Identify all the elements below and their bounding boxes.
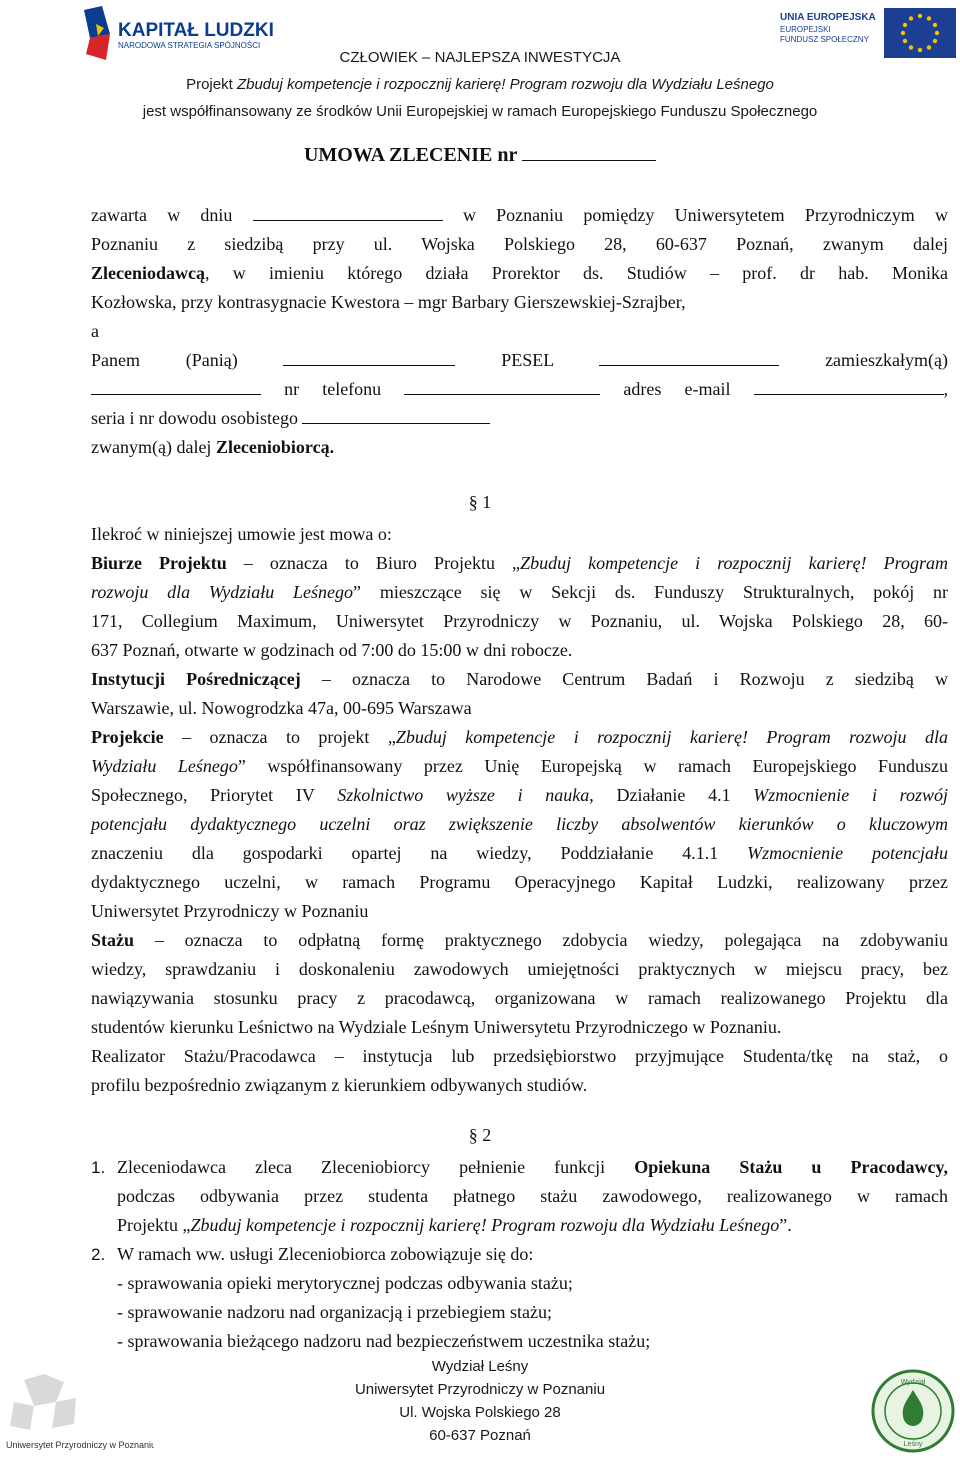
kl-subtitle: NARODOWA STRATEGIA SPÓJNOŚCI (118, 41, 261, 50)
intro-line: a (91, 321, 99, 341)
university-caption: Uniwersytet Przyrodniczy w Poznaniu (6, 1440, 154, 1450)
item-2-number: 2. (91, 1245, 106, 1264)
s1-lead: Ilekroć w niniejszej umowie jest mowa o: (91, 524, 392, 544)
phone-blank (404, 379, 600, 395)
section-1-body: Ilekroć w niniejszej umowie jest mowa o: Biurze Projektu – oznacza to Biuro Projektu „Zbuduj kompetencje i rozpocznij karierę! Program rozwoju dla Wydziału Leśnego” mieszczące się w Sekcji ds. Funduszy Strukturalnych, pokój nr 171, Collegium Maximum, Uniwersytet Przyrodniczy w Poznaniu, ul. Wojska Polskiego 28, 60- 637 Poznań, otwarte w godzinach od 7:00 do 15:00 w dni robocze. Instytucji Pośredniczącej – oznacza to Narodowe Centrum Badań i Rozwoju z siedzibą w Warszawie, ul. Nowogrodzka 47a, 00-695 Warszawa Projekcie – oznacza to projekt „Zbuduj kompetencje i rozpocznij karierę! Program rozwoju dla Wydziału Leśnego” współfinansowany przez Unię Europejską w ramach Europejskiego Funduszu Społecznego, Priorytet IV Szkolnictwo wyższe i nauka, Działanie 4.1 Wzmocnienie i rozwój potencjału dydaktycznego uczelni oraz zwiększenie liczby absolwentów kierunków o kluczowym znaczeniu dla gospodarki opartej na wiedzy, Poddziałanie 4.1.1 Wzmocnienie potencjału dydaktycznego uczelni, w ramach Programu Operacyjnego Kapitał Ludzki, realizowany przez Uniwersytet Przyrodniczy w Poznaniu Stażu – oznacza to odpłatną formę praktycznego zdobycia wiedzy, polegająca na zdobywaniu wiedzy, sprawdzaniu i doskonaleniu zawodowych umiejętności praktycznych w miejscu pracy, bez nawiązywania stosunku pracy z pracodawcą, organizowana w ramach realizowanego Projektu dla studentów kierunku Leśnictwo na Wydziale Leśnym Uniwersytetu Przyrodniczego w Poznaniu. Realizator Stażu/Pracodawca – instytucja lub przedsiębiorstwo przyjmujące Studenta/tkę na staż, o profilu bezpośrednio związanym z kierunkiem odbywanych studiów. (91, 520, 948, 1100)
intro-line: zawarta w dniu w Poznaniu pomiędzy Uniwersytetem Przyrodniczym w (91, 205, 949, 225)
address-blank (91, 379, 261, 395)
intro-line: seria i nr dowodu osobistego (91, 404, 948, 433)
email-blank (754, 379, 944, 395)
intro-line: Zleceniodawcą, w imieniu którego działa Prorektor ds. Studiów – prof. dr hab. Monika (91, 263, 948, 283)
eu-line3: FUNDUSZ SPOŁECZNY (780, 35, 869, 44)
intro-line: Kozłowska, przy kontrasygnacie Kwestora – mgr Barbary Gierszewskiej-Szrajber, (91, 292, 686, 312)
intro-line: Panem (Panią) PESEL zamieszkałym(ą) (91, 350, 948, 370)
section-1-heading: § 1 (468, 492, 492, 512)
duty-item: - sprawowanie nadzoru nad organizacją i przebiegiem stażu; (117, 1302, 552, 1322)
section-2-heading: § 2 (468, 1125, 492, 1145)
item-1-number: 1. (91, 1158, 106, 1177)
header-line3: jest współfinansowany ze środków Unii Europejskiej w ramach Europejskiego Funduszu Społecznego (142, 103, 818, 120)
eu-line2: EUROPEJSKI (780, 25, 831, 34)
eu-line1: UNIA EUROPEJSKA (780, 12, 876, 23)
kl-title: KAPITAŁ LUDZKI (118, 20, 274, 41)
intro-line: zwanym(ą) dalej Zleceniobiorcą. (91, 437, 335, 457)
duty-item: - sprawowania bieżącego nadzoru nad bezpieczeństwem uczestnika stażu; (117, 1331, 651, 1351)
intro-line: nr telefonu adres e-mail , (91, 375, 948, 404)
footer-address: Wydział Leśny Uniwersytet Przyrodniczy w Poznaniu Ul. Wojska Polskiego 28 60-637 Poznań (354, 1358, 606, 1444)
contract-title: UMOWA ZLECENIE nr (0, 144, 960, 167)
university-logo (4, 1372, 154, 1456)
svg-text:Leśny: Leśny (903, 1441, 923, 1448)
faculty-seal-icon (870, 1368, 956, 1454)
contract-intro (91, 201, 948, 462)
section-2-body: 1. Zleceniodawca zleca Zleceniobiorcy pełnienie funkcji Opiekuna Stażu u Pracodawcy, podczas odbywania przez studenta płatnego stażu zawodowego, realizowanego w ramach Projektu „Zbuduj kompetencje i rozpocznij karierę! Program rozwoju dla Wydziału Leśnego”. 2. W ramach ww. usługi Zleceniobiorca zobowiązuje się do: - sprawowania opieki merytorycznej podczas odbywania stażu; - sprawowanie nadzoru nad organizacją i przebiegiem stażu; - sprawowania bieżącego nadzoru nad bezpieczeństwem uczestnika stażu; (117, 1153, 948, 1356)
date-blank (253, 205, 443, 221)
duty-item: - sprawowania opieki merytorycznej podczas odbywania stażu; (117, 1273, 573, 1293)
id-card-blank (302, 408, 490, 424)
name-blank (283, 350, 455, 366)
intro-line: Poznaniu z siedzibą przy ul. Wojska Polskiego 28, 60-637 Poznań, zwanym dalej (91, 234, 948, 254)
header-line1: CZŁOWIEK – NAJLEPSZA INWESTYCJA (339, 49, 621, 66)
svg-text:Wydział: Wydział (900, 1379, 926, 1386)
header-line2: Projekt Zbuduj kompetencje i rozpocznij karierę! Program rozwoju dla Wydziału Leśnego (186, 76, 774, 93)
header-text (0, 44, 960, 125)
contract-number-blank (522, 145, 656, 161)
pesel-blank (599, 350, 779, 366)
